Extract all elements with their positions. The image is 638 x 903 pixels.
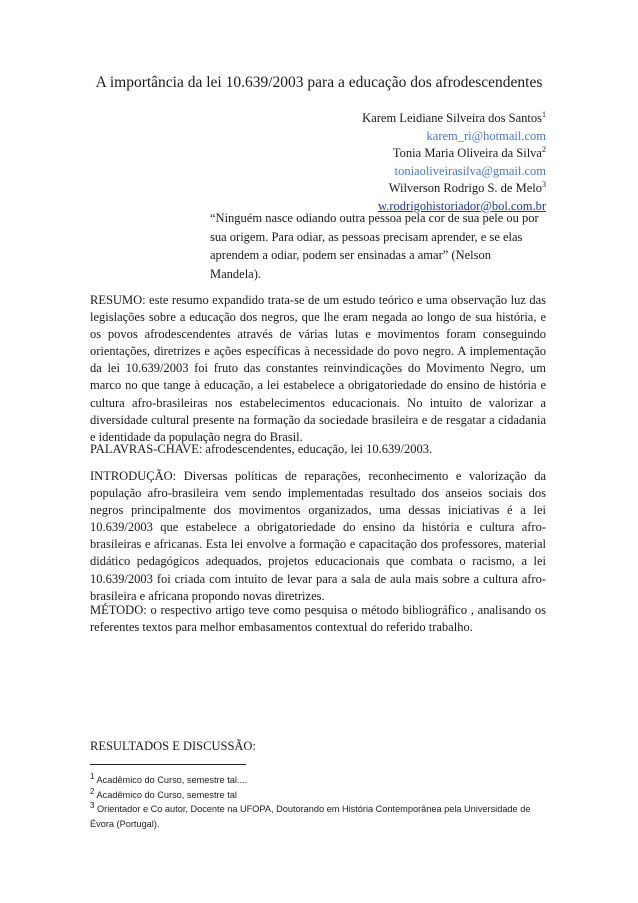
author-email[interactable]: karem_ri@hotmail.com — [426, 128, 546, 143]
method-paragraph: MÉTODO: o respectivo artigo teve como pesquisa o método bibliográfico , analisando os referentes textos para melhor embasamentos contextual do referido trabalho. — [90, 603, 546, 635]
introduction-paragraph: INTRODUÇÃO: Diversas políticas de reparações, reconhecimento e valorização da população afro-brasileira vem sendo implementadas resultado dos anseios sociais dos negros principalmente dos movimentos organizados, uma dessas iniciativas é a lei 10.639/2003 que estabelece a obrigatoriedade do ensino da história e cultura afro-brasileiras e africanas. Esta lei envolve a formação e capacitação dos professores, material didático pedagógicos adequados, projetos educacionais que combata o racismo, a lei 10.639/2003 foi criada com intuito de levar para a sala de aula mais sobre a cultura afro-brasileira e africana propondo novas diretrizes. — [90, 469, 546, 603]
paper-title: A importância da lei 10.639/2003 para a educação dos afrodescendentes — [95, 74, 543, 91]
footnote-item: $^1$ Acadêmico do Curso, semestre tal.... — [90, 771, 248, 785]
footnotes — [90, 773, 550, 831]
footnote-marker: 3 — [542, 179, 546, 189]
author-email-link[interactable]: w.rodrigohistoriador@bol.com.br — [378, 198, 546, 213]
footnote-marker: 2 — [542, 144, 546, 154]
author-name: Tonia Maria Oliveira da Silva$^2$ — [392, 144, 546, 160]
footnote-divider — [90, 764, 246, 765]
epigraph-quote: “Ninguém nasce odiando outra pessoa pela cor de sua pele ou por sua origem. Para odiar, as pessoas precisam aprender, e se elas aprendem a odiar, podem ser ensinadas a amar” (Nelson Mandela). — [210, 211, 539, 281]
author-name: Karem Leidiane Silveira dos Santos$^1$ — [362, 109, 546, 125]
abstract-paragraph: RESUMO: este resumo expandido trata-se de um estudo teórico e uma observação luz das legislações sobre a educação dos negros, que lhe eram negada ao longo de sua história, e os povos afrodescendentes através de várias lutas e movimentos foram conseguindo orientações, diretrizes e ações específicas à necessidade do povo negro. A implementação da lei 10.639/2003 foi fruto das constantes reinvindicações do Movimento Negro, um marco no que tange à educação, a lei estabelece a obrigatoriedade do ensino de história e cultura afro-brasileiras nos estabelecimentos educacionais. No intuito de valorizar a diversidade cultural presente na formação da sociedade brasileira e de resgatar a cidadania e identidade da população negra do Brasil. — [90, 293, 546, 444]
footnote-marker: 1 — [542, 109, 546, 119]
author-email[interactable]: toniaoliveirasilva@gmail.com — [394, 163, 546, 178]
results-heading: RESULTADOS E DISCUSSÃO: — [90, 739, 256, 753]
keywords-paragraph: PALAVRAS-CHAVE: afrodescendentes, educação, lei 10.639/2003. — [90, 442, 433, 456]
author-name: Wilverson Rodrigo S. de Melo$^3$ — [388, 179, 546, 195]
footnote-item: $^2$ Acadêmico do Curso, semestre tal — [90, 786, 237, 800]
footnote-item: $^3$ Orientador e Co autor, Docente na UFOPA, Doutorando em História Contemporânea pela Universidade de Évora (Portugal). — [90, 800, 531, 829]
author-block — [362, 110, 546, 215]
